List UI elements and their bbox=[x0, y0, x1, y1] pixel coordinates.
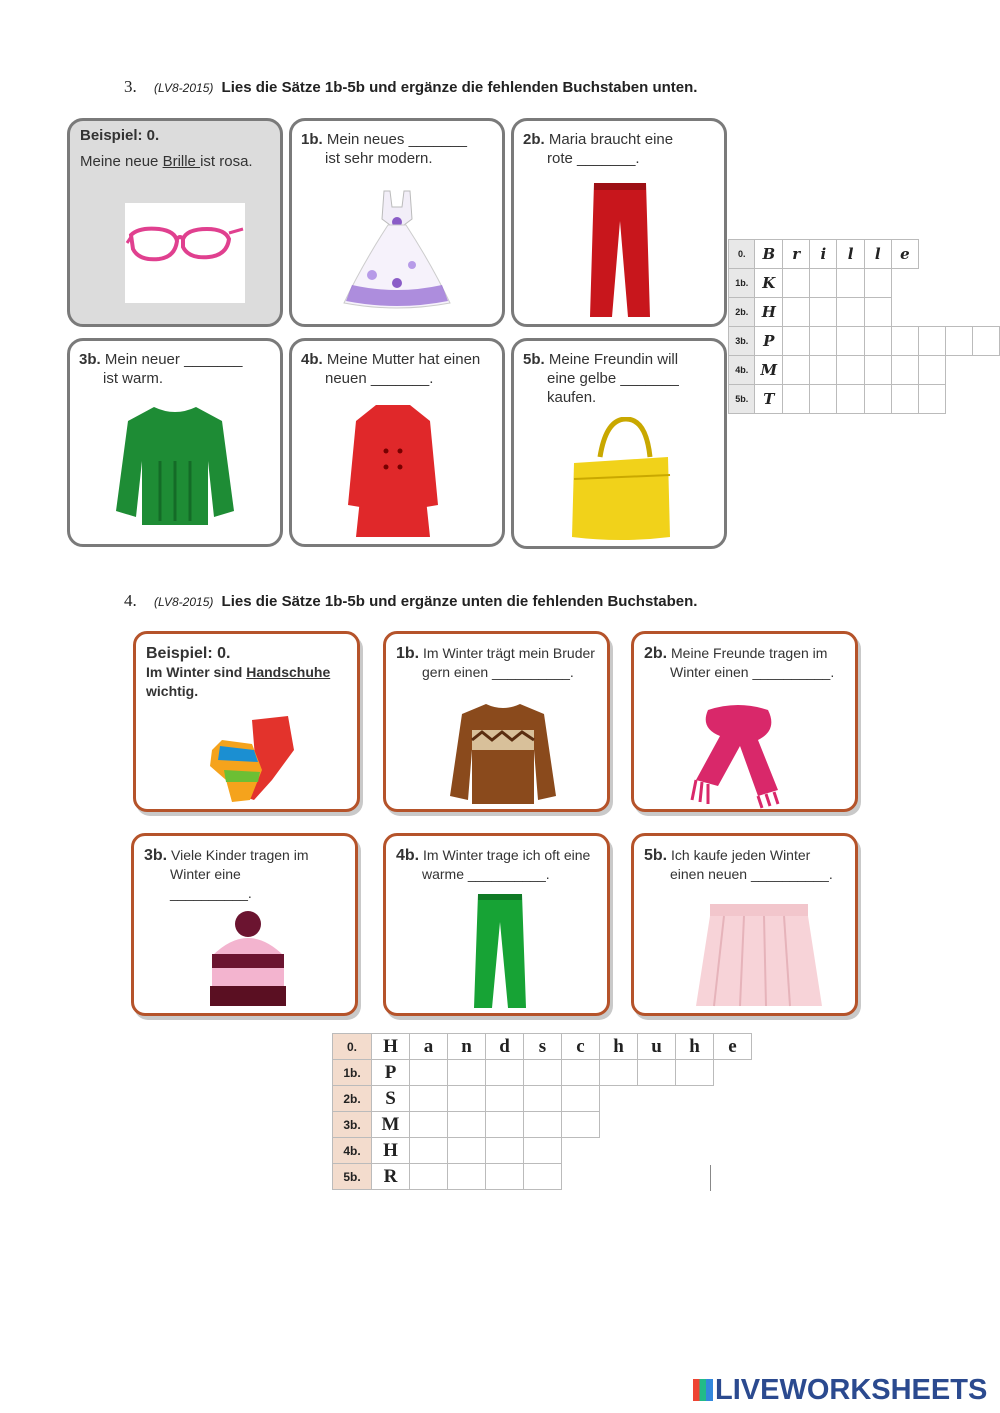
scarf-image bbox=[678, 700, 808, 813]
answer-cell[interactable] bbox=[783, 327, 810, 356]
row-label: 5b. bbox=[333, 1164, 372, 1190]
gloves-image bbox=[202, 710, 302, 809]
row-label: 0. bbox=[333, 1034, 372, 1060]
sentence-text: Ich kaufe jeden Winter bbox=[667, 847, 811, 863]
letter-cell: s bbox=[524, 1034, 562, 1060]
answer-cell[interactable] bbox=[864, 269, 891, 298]
letter-cell: c bbox=[562, 1034, 600, 1060]
answer-cell[interactable] bbox=[448, 1060, 486, 1086]
letter-cell: S bbox=[372, 1086, 410, 1112]
letter-cell: e bbox=[891, 240, 918, 269]
letter-cell: B bbox=[755, 240, 783, 269]
card-label: 5b. bbox=[523, 351, 545, 368]
card-5b bbox=[511, 338, 727, 549]
answer-cell[interactable] bbox=[486, 1164, 524, 1190]
answer-cell[interactable] bbox=[837, 327, 864, 356]
example-word: Brille bbox=[162, 153, 201, 170]
grid-row bbox=[729, 327, 1000, 356]
answer-cell[interactable] bbox=[837, 385, 864, 414]
grid-row bbox=[333, 1112, 752, 1138]
exercise-source: (LV8-2015) bbox=[154, 595, 214, 609]
letter-cell: e bbox=[714, 1034, 752, 1060]
answer-cell[interactable] bbox=[783, 356, 810, 385]
answer-cell[interactable] bbox=[486, 1060, 524, 1086]
card-label: 5b. bbox=[644, 847, 668, 864]
answer-cell[interactable] bbox=[448, 1138, 486, 1164]
letter-cell: d bbox=[486, 1034, 524, 1060]
glasses-image bbox=[125, 203, 245, 303]
card-label: 3b. bbox=[144, 847, 168, 864]
answer-cell[interactable] bbox=[562, 1086, 600, 1112]
letter-cell: M bbox=[755, 356, 783, 385]
card-label: Beispiel: 0. bbox=[80, 127, 160, 144]
example-card bbox=[67, 118, 283, 327]
grid-row bbox=[333, 1060, 752, 1086]
answer-cell[interactable] bbox=[810, 327, 837, 356]
answer-cell[interactable] bbox=[410, 1112, 448, 1138]
answer-cell[interactable] bbox=[783, 298, 810, 327]
sentence-text: warme __________. bbox=[422, 866, 550, 882]
exercise-instruction: Lies die Sätze 1b-5b und ergänze die fehlenden Buchstaben unten. bbox=[221, 79, 698, 96]
answer-cell[interactable] bbox=[676, 1060, 714, 1086]
sentence-text: eine gelbe _______ bbox=[547, 370, 679, 387]
letter-cell: l bbox=[837, 240, 864, 269]
answer-cell[interactable] bbox=[486, 1138, 524, 1164]
red-trousers-image bbox=[580, 181, 660, 325]
skirt-image bbox=[694, 902, 824, 1011]
letter-cell: a bbox=[410, 1034, 448, 1060]
sentence-text: einen neuen __________. bbox=[670, 866, 833, 882]
exercise-3-title bbox=[124, 77, 697, 97]
grid-row bbox=[333, 1138, 752, 1164]
sentence-text: ist warm. bbox=[103, 370, 163, 387]
answer-cell[interactable] bbox=[946, 327, 973, 356]
sentence-text: Maria braucht eine bbox=[544, 131, 674, 148]
answer-cell[interactable] bbox=[638, 1060, 676, 1086]
answer-cell[interactable] bbox=[524, 1138, 562, 1164]
answer-cell[interactable] bbox=[837, 298, 864, 327]
sentence-text: __________. bbox=[170, 885, 252, 901]
answer-cell[interactable] bbox=[810, 298, 837, 327]
answer-cell[interactable] bbox=[891, 356, 918, 385]
grid-row bbox=[333, 1086, 752, 1112]
row-label: 0. bbox=[729, 240, 755, 269]
answer-cell[interactable] bbox=[891, 327, 918, 356]
row-label: 3b. bbox=[333, 1112, 372, 1138]
answer-cell[interactable] bbox=[524, 1164, 562, 1190]
card-label: Beispiel: 0. bbox=[146, 645, 231, 662]
answer-cell[interactable] bbox=[810, 269, 837, 298]
answer-cell[interactable] bbox=[486, 1086, 524, 1112]
sentence-text: neuen _______. bbox=[325, 370, 434, 387]
letter-cell: R bbox=[372, 1164, 410, 1190]
card-label: 4b. bbox=[396, 847, 420, 864]
letter-cell: u bbox=[638, 1034, 676, 1060]
answer-cell[interactable] bbox=[919, 385, 946, 414]
letter-cell: K bbox=[755, 269, 783, 298]
red-coat-image bbox=[338, 401, 448, 545]
answer-cell[interactable] bbox=[891, 385, 918, 414]
answer-cell[interactable] bbox=[486, 1112, 524, 1138]
sentence-text: Meine Mutter hat einen bbox=[322, 351, 481, 368]
answer-cell[interactable] bbox=[837, 356, 864, 385]
sentence-text: wichtig. bbox=[146, 683, 199, 699]
answer-cell[interactable] bbox=[524, 1060, 562, 1086]
letter-cell: P bbox=[372, 1060, 410, 1086]
grid-row bbox=[729, 385, 1000, 414]
card-4b bbox=[289, 338, 505, 547]
letter-cell: r bbox=[783, 240, 810, 269]
answer-cell[interactable] bbox=[919, 356, 946, 385]
exercise-number: 3. bbox=[124, 77, 137, 96]
card-4b bbox=[383, 833, 610, 1016]
answer-grid-4 bbox=[332, 1033, 752, 1190]
divider-line bbox=[710, 1165, 711, 1191]
card-1b bbox=[383, 631, 610, 812]
answer-cell[interactable] bbox=[524, 1086, 562, 1112]
answer-cell[interactable] bbox=[864, 385, 891, 414]
card-label: 3b. bbox=[79, 351, 101, 368]
letter-cell: h bbox=[600, 1034, 638, 1060]
row-label: 3b. bbox=[729, 327, 755, 356]
sentence-text: Winter einen __________. bbox=[670, 664, 835, 680]
card-5b bbox=[631, 833, 858, 1016]
logo-text: LIVEWORKSHEETS bbox=[715, 1374, 988, 1406]
answer-cell[interactable] bbox=[448, 1112, 486, 1138]
dress-image bbox=[332, 185, 462, 319]
brown-sweater-image bbox=[448, 700, 558, 813]
card-label: 1b. bbox=[301, 131, 323, 148]
sentence-text: Im Winter trägt mein Bruder bbox=[419, 645, 595, 661]
sentence-text: Mein neues _______ bbox=[322, 131, 467, 148]
card-3b bbox=[131, 833, 358, 1016]
exercise-number: 4. bbox=[124, 591, 137, 610]
logo-icon bbox=[693, 1379, 713, 1401]
answer-cell[interactable] bbox=[524, 1112, 562, 1138]
sentence-text: Im Winter trage ich oft eine bbox=[419, 847, 591, 863]
answer-cell[interactable] bbox=[410, 1138, 448, 1164]
row-label: 4b. bbox=[729, 356, 755, 385]
answer-cell[interactable] bbox=[410, 1086, 448, 1112]
grid-row bbox=[729, 269, 1000, 298]
sentence-text: kaufen. bbox=[547, 389, 597, 406]
answer-cell[interactable] bbox=[864, 298, 891, 327]
answer-cell[interactable] bbox=[837, 269, 864, 298]
answer-cell[interactable] bbox=[919, 327, 946, 356]
row-label: 1b. bbox=[333, 1060, 372, 1086]
row-label: 1b. bbox=[729, 269, 755, 298]
card-label: 2b. bbox=[644, 645, 668, 662]
letter-cell: i bbox=[810, 240, 837, 269]
yellow-bag-image bbox=[566, 417, 676, 547]
sentence-text: ist sehr modern. bbox=[325, 150, 433, 167]
answer-cell[interactable] bbox=[448, 1164, 486, 1190]
letter-cell: H bbox=[372, 1034, 410, 1060]
grid-row bbox=[729, 298, 1000, 327]
exercise-source: (LV8-2015) bbox=[154, 81, 214, 95]
sentence-text: gern einen __________. bbox=[422, 664, 574, 680]
card-label: 1b. bbox=[396, 645, 420, 662]
grid-row bbox=[729, 356, 1000, 385]
letter-cell: P bbox=[755, 327, 783, 356]
letter-cell: h bbox=[676, 1034, 714, 1060]
row-label: 5b. bbox=[729, 385, 755, 414]
grid-row bbox=[333, 1164, 752, 1190]
answer-cell[interactable] bbox=[410, 1060, 448, 1086]
sentence-text: ist rosa. bbox=[200, 153, 253, 170]
letter-cell: T bbox=[755, 385, 783, 414]
exercise-4-title bbox=[124, 591, 697, 611]
answer-cell[interactable] bbox=[783, 385, 810, 414]
card-3b bbox=[67, 338, 283, 547]
row-label: 2b. bbox=[333, 1086, 372, 1112]
letter-cell: M bbox=[372, 1112, 410, 1138]
sentence-text: Winter eine bbox=[170, 866, 241, 882]
answer-cell[interactable] bbox=[783, 269, 810, 298]
sentence-text: rote _______. bbox=[547, 150, 640, 167]
exercise-instruction: Lies die Sätze 1b-5b und ergänze unten die fehlenden Buchstaben. bbox=[221, 593, 698, 610]
green-sweater-image bbox=[110, 401, 240, 535]
sentence-text: Im Winter sind bbox=[146, 664, 247, 680]
answer-cell[interactable] bbox=[810, 356, 837, 385]
row-label: 2b. bbox=[729, 298, 755, 327]
grid-row bbox=[333, 1034, 752, 1060]
grid-row bbox=[729, 240, 1000, 269]
sentence-text: Viele Kinder tragen im bbox=[167, 847, 309, 863]
letter-cell: H bbox=[372, 1138, 410, 1164]
green-trousers-image bbox=[470, 892, 530, 1015]
letter-cell: H bbox=[755, 298, 783, 327]
answer-grid-3 bbox=[728, 239, 1000, 414]
letter-cell: l bbox=[864, 240, 891, 269]
card-2b bbox=[631, 631, 858, 812]
liveworksheets-logo bbox=[693, 1374, 987, 1407]
answer-cell[interactable] bbox=[972, 327, 999, 356]
sentence-text: Meine Freundin will bbox=[544, 351, 679, 368]
example-card bbox=[133, 631, 360, 812]
answer-cell[interactable] bbox=[448, 1086, 486, 1112]
letter-cell: n bbox=[448, 1034, 486, 1060]
hat-image bbox=[206, 910, 290, 1013]
answer-cell[interactable] bbox=[810, 385, 837, 414]
answer-cell[interactable] bbox=[562, 1112, 600, 1138]
card-2b bbox=[511, 118, 727, 327]
answer-cell[interactable] bbox=[600, 1060, 638, 1086]
example-word: Handschuhe bbox=[246, 664, 331, 680]
answer-cell[interactable] bbox=[864, 327, 891, 356]
sentence-text: Mein neuer _______ bbox=[100, 351, 243, 368]
sentence-text: Meine Freunde tragen im bbox=[667, 645, 828, 661]
card-label: 4b. bbox=[301, 351, 323, 368]
answer-cell[interactable] bbox=[410, 1164, 448, 1190]
answer-cell[interactable] bbox=[562, 1060, 600, 1086]
answer-cell[interactable] bbox=[864, 356, 891, 385]
card-1b bbox=[289, 118, 505, 327]
sentence-text: Meine neue bbox=[80, 153, 163, 170]
row-label: 4b. bbox=[333, 1138, 372, 1164]
card-label: 2b. bbox=[523, 131, 545, 148]
